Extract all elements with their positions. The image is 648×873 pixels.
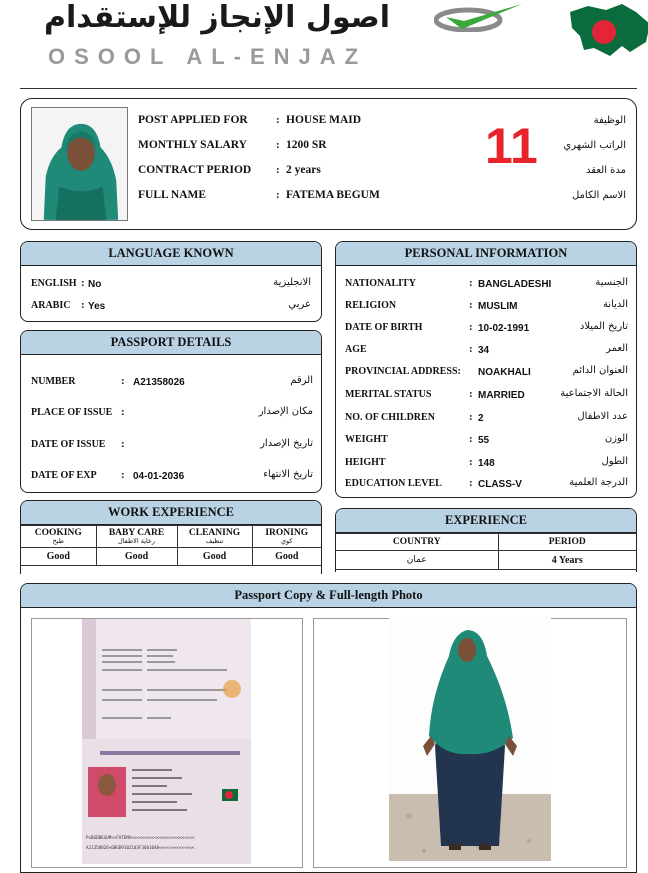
work-col-cooking-ar: طبخ [52, 537, 64, 545]
education-value: CLASS-V [478, 479, 522, 490]
experience-box [335, 508, 637, 572]
passport-number-arabic: الرقم [290, 375, 313, 386]
work-header-row [21, 526, 321, 548]
age-label: AGE [345, 344, 367, 355]
contract-arabic: مدة العقد [586, 165, 626, 176]
post-arabic: الوظيفة [593, 115, 626, 126]
mrz-line-1: P<BGDBEGUM<<FATEMA<<<<<<<<<<<<<<<<<<<<<<<<< [86, 835, 195, 840]
profile-card [20, 98, 637, 230]
work-babycare-value: Good [96, 548, 177, 566]
height-value: 148 [478, 458, 495, 469]
experience-header-row [336, 534, 636, 551]
work-table [21, 525, 321, 566]
fullname-arabic: الاسم الكامل [571, 190, 626, 201]
salary-value: 1200 SR [286, 139, 327, 151]
logo-arabic-text: اصول الإنجاز للإستقدام [44, 0, 391, 35]
salary-label: MONTHLY SALARY [138, 139, 247, 151]
post-value: HOUSE MAID [286, 114, 362, 126]
letterhead [0, 0, 648, 86]
weight-value: 55 [478, 435, 490, 446]
work-value-row [21, 548, 321, 566]
date-exp-arabic: تاريخ الانتهاء [263, 469, 313, 480]
dob-value: 10-02-1991 [478, 323, 530, 334]
arabic-value: Yes [88, 301, 106, 312]
candidate-number: 11 [485, 118, 538, 174]
children-colon: : [469, 411, 473, 423]
work-col-babycare-en: BABY CARE [108, 527, 165, 538]
logo-english-text: OSOOL AL-ENJAZ [48, 44, 368, 69]
work-cooking-value: Good [21, 548, 96, 566]
nationality-label: NATIONALITY [345, 278, 416, 289]
date-exp-colon: : [121, 469, 125, 481]
height-arabic: الطول [601, 456, 628, 467]
place-issue-colon: : [121, 406, 125, 418]
passport-copy-image [82, 619, 251, 864]
work-col-ironing-ar: كوي [280, 537, 293, 545]
religion-colon: : [469, 299, 473, 311]
english-label: ENGLISH [31, 278, 77, 289]
nationality-arabic: الجنسية [595, 277, 628, 288]
date-issue-arabic: تاريخ الإصدار [260, 438, 313, 449]
work-col-babycare-ar: رعاية الاطفال [117, 537, 156, 545]
marital-label: MERITAL STATUS [345, 389, 432, 400]
experience-title: EXPERIENCE [336, 509, 636, 533]
photos-title: Passport Copy & Full-length Photo [21, 584, 636, 608]
experience-col-period: PERIOD [498, 534, 636, 551]
salary-arabic: الراتب الشهري [563, 140, 626, 151]
work-col-ironing [252, 526, 321, 548]
weight-arabic: الوزن [604, 433, 628, 444]
weight-colon: : [469, 433, 473, 445]
fullname-label: FULL NAME [138, 189, 207, 201]
work-col-cleaning-ar: تنظيف [205, 537, 224, 545]
passport-number-value: A21358026 [133, 377, 185, 388]
address-value: NOAKHALI [478, 367, 531, 378]
marital-value: MARRIED [478, 390, 525, 401]
post-colon: : [276, 114, 280, 126]
height-label: HEIGHT [345, 457, 386, 468]
education-colon: : [469, 477, 473, 489]
applicant-portrait [31, 107, 128, 221]
personal-box [335, 241, 637, 498]
work-ironing-value: Good [252, 548, 321, 566]
address-arabic: العنوان الدائم [572, 365, 628, 376]
personal-title: PERSONAL INFORMATION [336, 242, 636, 266]
age-colon: : [469, 343, 473, 355]
logo-check-icon [434, 2, 526, 32]
date-exp-value: 04-01-2036 [133, 471, 185, 482]
fullname-colon: : [276, 189, 280, 201]
photos-box [20, 583, 637, 873]
dob-colon: : [469, 321, 473, 333]
passport-title: PASSPORT DETAILS [21, 331, 321, 355]
language-box [20, 241, 322, 322]
marital-colon: : [469, 388, 473, 400]
work-col-cleaning [177, 526, 252, 548]
work-cleaning-value: Good [177, 548, 252, 566]
arabic-colon: : [81, 299, 85, 311]
english-colon: : [81, 277, 85, 289]
religion-value: MUSLIM [478, 301, 518, 312]
experience-country: عمان [336, 551, 498, 570]
place-issue-label: PLACE OF ISSUE [31, 407, 113, 418]
post-label: POST APPLIED FOR [138, 114, 248, 126]
passport-box [20, 330, 322, 493]
weight-label: WEIGHT [345, 434, 388, 445]
work-col-ironing-en: IRONING [265, 527, 309, 538]
place-issue-arabic: مكان الإصدار [258, 406, 313, 417]
date-issue-colon: : [121, 438, 125, 450]
passport-number-colon: : [121, 375, 125, 387]
full-length-photo [389, 616, 551, 861]
date-exp-label: DATE OF EXP [31, 470, 97, 481]
dob-label: DATE OF BIRTH [345, 322, 423, 333]
age-value: 34 [478, 345, 490, 356]
experience-row [336, 551, 636, 570]
height-colon: : [469, 456, 473, 468]
english-arabic: الانجليزية [273, 277, 311, 288]
bangladesh-flag-map-icon [566, 2, 648, 58]
address-label: PROVINCIAL ADDRESS: [345, 366, 461, 377]
age-arabic: العمر [606, 343, 628, 354]
experience-period: 4 Years [498, 551, 636, 570]
arabic-label: ARABIC [31, 300, 71, 311]
language-title: LANGUAGE KNOWN [21, 242, 321, 266]
marital-arabic: الحالة الاجتماعية [560, 388, 628, 399]
salary-colon: : [276, 139, 280, 151]
experience-table [336, 533, 636, 570]
education-label: EDUCATION LEVEL [345, 478, 442, 489]
work-col-babycare [96, 526, 177, 548]
nationality-value: BANGLADESHI [478, 279, 552, 290]
passport-number-label: NUMBER [31, 376, 76, 387]
nationality-colon: : [469, 277, 473, 289]
work-col-cooking-en: COOKING [34, 527, 82, 538]
religion-arabic: الديانة [602, 299, 628, 310]
children-label: NO. OF CHILDREN [345, 412, 435, 423]
education-arabic: الدرجة العلمية [569, 477, 628, 488]
arabic-arabic: عربي [288, 299, 311, 310]
dob-arabic: تاريخ الميلاد [579, 321, 628, 332]
date-issue-label: DATE OF ISSUE [31, 439, 106, 450]
experience-col-country: COUNTRY [336, 534, 498, 551]
religion-label: RELIGION [345, 300, 397, 311]
contract-colon: : [276, 164, 280, 176]
contract-label: CONTRACT PERIOD [138, 164, 252, 176]
work-col-cooking [21, 526, 96, 548]
header-divider [20, 88, 637, 89]
work-experience-box [20, 500, 322, 574]
mrz-line-2: A21358026<6BGD9102103F3601040<<<<<<<<<<<<<< [86, 845, 195, 850]
work-col-cleaning-en: CLEANING [188, 527, 241, 538]
fullname-value: FATEMA BEGUM [286, 189, 380, 201]
work-title: WORK EXPERIENCE [21, 501, 321, 525]
contract-value: 2 years [286, 164, 321, 176]
children-arabic: عدد الاطفال [577, 411, 628, 422]
children-value: 2 [478, 413, 484, 424]
english-value: No [88, 279, 102, 290]
